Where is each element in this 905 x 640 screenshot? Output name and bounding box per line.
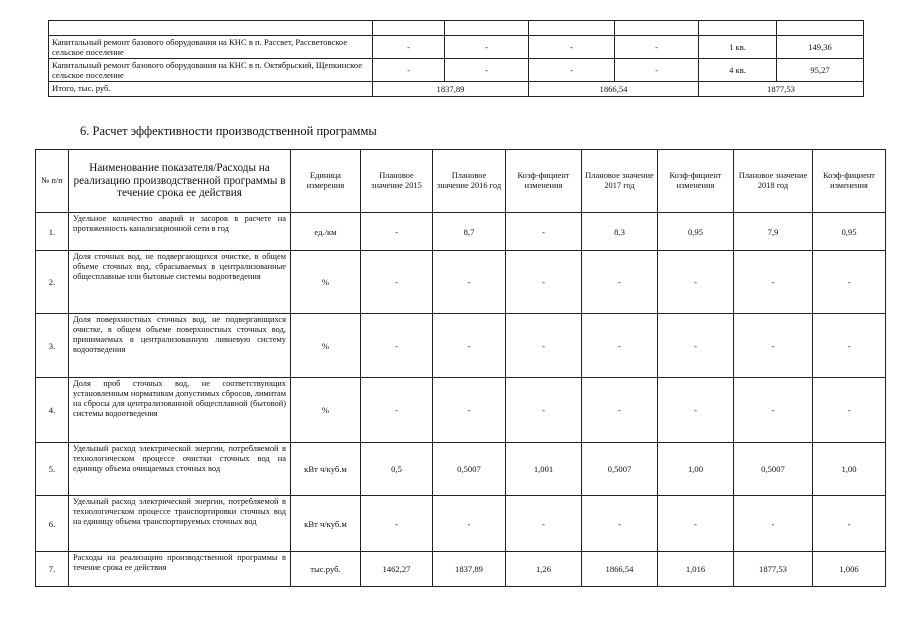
table-row	[36, 251, 886, 314]
cell-value: -	[615, 36, 699, 59]
row-value: -	[658, 496, 734, 552]
row-value: 0,95	[658, 213, 734, 251]
row-value: -	[658, 314, 734, 378]
row-value: 0,5007	[433, 443, 506, 496]
cell-value: -	[529, 36, 615, 59]
table-row	[36, 378, 886, 443]
row-value: -	[734, 378, 813, 443]
row-value: 1462,27	[361, 552, 433, 587]
header-name: Наименование показателя/Расходы на реализацию производственной программы в течение срока ее действия	[69, 150, 291, 213]
cell-name: Капитальный ремонт базового оборудования на КНС в п. Октябрьский, Щепкинское сельское поселение	[49, 59, 373, 82]
row-value: -	[734, 496, 813, 552]
row-value: -	[813, 314, 886, 378]
cell-value: -	[373, 59, 445, 82]
table-row	[36, 314, 886, 378]
row-value: -	[506, 213, 582, 251]
row-value: 1,00	[813, 443, 886, 496]
row-value: 1,00	[658, 443, 734, 496]
row-name: Доля сточных вод, не подвергающихся очистке, в общем объеме сточных вод, сбрасываемых в централизованные общесплавные или бытовые системы водоотведения	[69, 251, 291, 314]
table-row	[36, 552, 886, 587]
cell-value	[699, 21, 777, 36]
row-value: -	[361, 213, 433, 251]
total-value: 1866,54	[529, 82, 699, 97]
table-row	[49, 59, 864, 82]
cell-value	[529, 21, 615, 36]
row-value: -	[582, 251, 658, 314]
header-coef-3: Коэф-фициент изменения	[813, 150, 886, 213]
row-unit: %	[291, 378, 361, 443]
row-value: 1,016	[658, 552, 734, 587]
row-unit: кВт ч/куб.м	[291, 496, 361, 552]
row-value: -	[658, 251, 734, 314]
cell-value: 95,27	[777, 59, 864, 82]
row-unit: тыс.руб.	[291, 552, 361, 587]
row-value: -	[433, 314, 506, 378]
row-value: 7,9	[734, 213, 813, 251]
cell-name: Капитальный ремонт базового оборудования на КНС в п. Рассвет, Рассветовское сельское поселение	[49, 36, 373, 59]
cell-value: -	[615, 59, 699, 82]
header-coef-1: Коэф-фициент изменения	[506, 150, 582, 213]
cell-value	[373, 21, 445, 36]
table-row	[36, 213, 886, 251]
table-row	[49, 21, 864, 36]
budget-continuation-table	[48, 20, 864, 97]
row-value: 1,26	[506, 552, 582, 587]
cell-value: -	[445, 59, 529, 82]
row-value: 0,5007	[734, 443, 813, 496]
table-row	[36, 443, 886, 496]
row-value: -	[433, 496, 506, 552]
row-value: -	[506, 314, 582, 378]
row-unit: ед./км	[291, 213, 361, 251]
row-value: -	[361, 251, 433, 314]
row-value: -	[813, 378, 886, 443]
header-plan-2018: Плановое значение 2018 год	[734, 150, 813, 213]
row-value: -	[506, 378, 582, 443]
row-num: 5.	[36, 443, 69, 496]
header-unit: Единица измерения	[291, 150, 361, 213]
row-value: -	[582, 378, 658, 443]
row-num: 2.	[36, 251, 69, 314]
header-plan-2015: Плановое значение 2015	[361, 150, 433, 213]
row-value: -	[506, 496, 582, 552]
cell-value: 4 кв.	[699, 59, 777, 82]
row-value: -	[734, 251, 813, 314]
header-plan-2017: Плановое значение 2017 год	[582, 150, 658, 213]
row-value: 8,7	[433, 213, 506, 251]
row-value: -	[582, 314, 658, 378]
row-name: Доля проб сточных вод, не соответствующих установленным нормативам допустимых сбросов, лимитам на сбросы для централизованной общесплавной (бытовой) системы водоотведения	[69, 378, 291, 443]
row-name: Удельное количество аварий и засоров в расчете на протяженность канализационной сети в год	[69, 213, 291, 251]
row-value: -	[361, 378, 433, 443]
cell-value: 149,36	[777, 36, 864, 59]
row-name: Удельный расход электрической энергии, потребляемой в технологическом процессе транспортировки сточных вод на единицу объема транспортируемых сточных вод	[69, 496, 291, 552]
row-num: 3.	[36, 314, 69, 378]
row-unit: кВт ч/куб.м	[291, 443, 361, 496]
row-unit: %	[291, 314, 361, 378]
cell-value: -	[529, 59, 615, 82]
section-heading: 6. Расчет эффективности производственной программы	[80, 124, 377, 138]
row-unit: %	[291, 251, 361, 314]
cell-value	[445, 21, 529, 36]
row-num: 7.	[36, 552, 69, 587]
row-name: Доля поверхностных сточных вод, не подвергающихся очистке, в общем объеме поверхностных сточных вод, принимаемых в централизованную ливневую систему водоотведения	[69, 314, 291, 378]
total-value: 1837,89	[373, 82, 529, 97]
row-num: 6.	[36, 496, 69, 552]
row-value: -	[813, 496, 886, 552]
row-value: -	[361, 496, 433, 552]
table-row	[49, 36, 864, 59]
total-label: Итого, тыс. руб.	[49, 82, 373, 97]
row-value: 0,5007	[582, 443, 658, 496]
row-name: Удельный расход электрической энергии, потребляемой в технологическом процессе очистки сточных вод на единицу объема очищаемых сточных вод	[69, 443, 291, 496]
row-value: -	[582, 496, 658, 552]
row-num: 4.	[36, 378, 69, 443]
total-row	[49, 82, 864, 97]
row-value: -	[361, 314, 433, 378]
row-value: -	[433, 251, 506, 314]
cell-name	[49, 21, 373, 36]
header-row	[36, 150, 886, 213]
header-plan-2016: Плановое значение 2016 год	[433, 150, 506, 213]
total-value: 1877,53	[699, 82, 864, 97]
row-value: -	[433, 378, 506, 443]
header-coef-2: Коэф-фициент изменения	[658, 150, 734, 213]
row-value: 1866,54	[582, 552, 658, 587]
row-num: 1.	[36, 213, 69, 251]
row-value: -	[813, 251, 886, 314]
cell-value: -	[373, 36, 445, 59]
row-value: -	[506, 251, 582, 314]
row-value: 8,3	[582, 213, 658, 251]
row-value: 1,006	[813, 552, 886, 587]
table-row	[36, 496, 886, 552]
cell-value: -	[445, 36, 529, 59]
row-value: -	[734, 314, 813, 378]
cell-value	[777, 21, 864, 36]
cell-value: 1 кв.	[699, 36, 777, 59]
row-value: 1,001	[506, 443, 582, 496]
header-num: № п/п	[36, 150, 69, 213]
row-value: -	[658, 378, 734, 443]
row-value: 0,5	[361, 443, 433, 496]
efficiency-table	[35, 149, 886, 587]
row-name: Расходы на реализацию производственной программы в течение срока ее действия	[69, 552, 291, 587]
row-value: 0,95	[813, 213, 886, 251]
cell-value	[615, 21, 699, 36]
row-value: 1877,53	[734, 552, 813, 587]
row-value: 1837,89	[433, 552, 506, 587]
